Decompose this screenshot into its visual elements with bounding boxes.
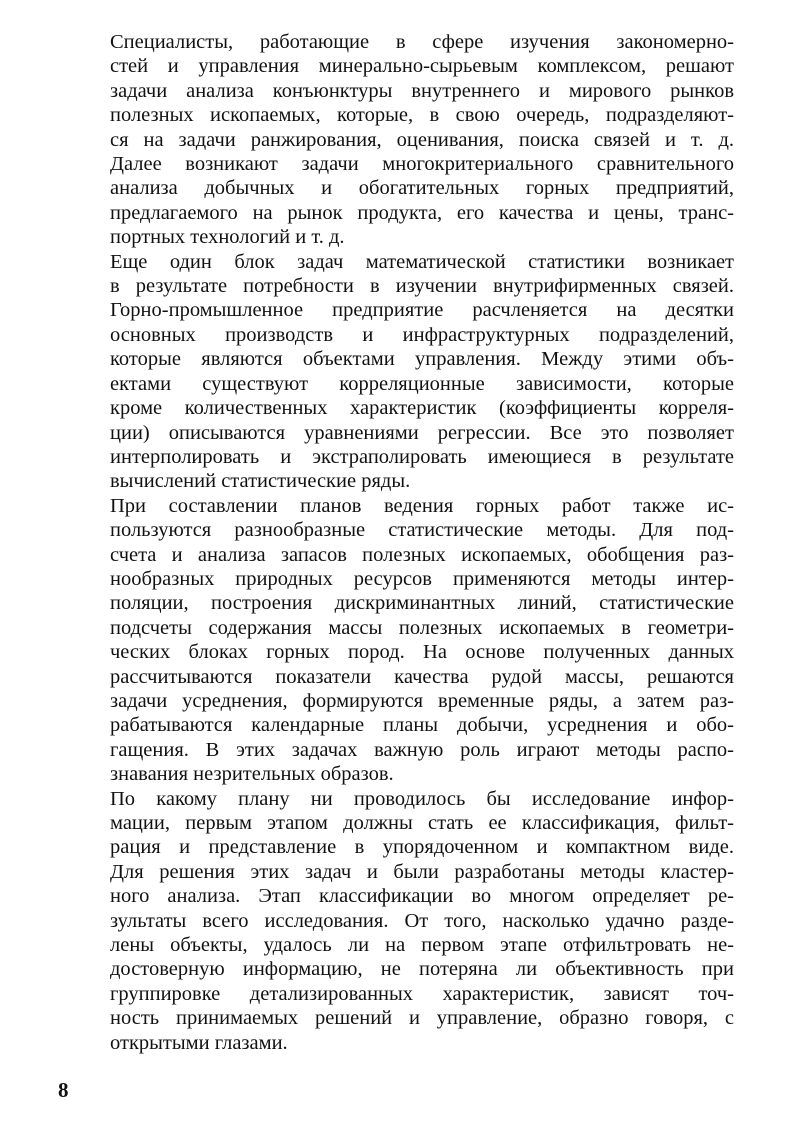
- text-line: ектами существуют корреляционные зависимости, которые: [110, 372, 734, 395]
- text-line: ческих блоках горных пород. На основе полученных данных: [110, 641, 734, 664]
- text-line: интерполировать и экстраполировать имеющиеся в результате: [110, 445, 734, 468]
- text-line: кроме количественных характеристик (коэффициенты корреля-: [110, 397, 734, 420]
- text-line: открытыми глазами.: [110, 1031, 288, 1054]
- text-line: подсчеты содержания массы полезных ископаемых в геометри-: [110, 616, 734, 639]
- paragraph-4: [64, 787, 734, 1055]
- text-line: Еще один блок задач математической статистики возникает: [110, 250, 734, 273]
- text-line: в результате потребности в изучении внутрифирменных связей.: [110, 275, 734, 298]
- text-line: вычислений статистические ряды.: [110, 470, 411, 493]
- text-line: Специалисты, работающие в сфере изучения закономерно-: [110, 31, 734, 53]
- text-line: пользуются разнообразные статистические методы. Для под-: [110, 519, 734, 542]
- page-number: 8: [58, 1078, 69, 1102]
- text-line: знавания незрительных образов.: [110, 763, 394, 786]
- text-line: ность принимаемых решений и управление, образно говоря, с: [110, 1007, 734, 1030]
- text-line: портных технологий и т. д.: [110, 226, 345, 249]
- text-line: ся на задачи ранжирования, оценивания, поиска связей и т. д.: [110, 128, 734, 151]
- text-line: Далее возникают задачи многокритериального сравнительного: [110, 153, 734, 176]
- text-line: рация и представление в упорядоченном и компактном виде.: [110, 836, 734, 859]
- text-line: достоверную информацию, не потеряна ли объективность при: [110, 958, 734, 981]
- text-line: Горно-промышленное предприятие расчленяется на десятки: [110, 299, 734, 322]
- text-line: лены объекты, удалось ли на первом этапе отфильтровать не-: [110, 934, 734, 957]
- text-line: которые являются объектами управления. Между этими объ-: [110, 348, 734, 371]
- text-line: задачи усреднения, формируются временные ряды, а затем раз-: [110, 689, 734, 712]
- text-line: группировке детализированных характеристик, зависят точ-: [110, 982, 734, 1005]
- text-line: нообразных природных ресурсов применяются методы интер-: [110, 567, 734, 590]
- text-line: При составлении планов ведения горных работ также ис-: [110, 494, 734, 517]
- text-line: рассчитываются показатели качества рудой массы, решаются: [110, 665, 734, 688]
- text-line: задачи анализа конъюнктуры внутреннего и мирового рынков: [110, 79, 734, 102]
- text-line: предлагаемого на рынок продукта, его качества и цены, транс-: [110, 201, 734, 224]
- text-line: По какому плану ни проводилось бы исследование инфор-: [110, 787, 734, 810]
- text-line: стей и управления минерально-сырьевым комплексом, решают: [110, 55, 734, 78]
- paragraph-1: [64, 30, 734, 250]
- text-line: рабатываются календарные планы добычи, усреднения и обо-: [110, 714, 734, 737]
- text-line: зультаты всего исследования. От того, насколько удачно разде-: [110, 909, 734, 932]
- text-line: счета и анализа запасов полезных ископаемых, обобщения раз-: [110, 543, 734, 566]
- paragraph-2: [64, 250, 734, 494]
- text-line: анализа добычных и обогатительных горных предприятий,: [110, 177, 734, 200]
- text-line: основных производств и инфраструктурных подразделений,: [110, 323, 734, 346]
- paragraph-3: [64, 494, 734, 787]
- body-text: [64, 30, 734, 1055]
- text-line: ции) описываются уравнениями регрессии. Все это позволяет: [110, 421, 734, 444]
- text-line: гащения. В этих задачах важную роль играют методы распо-: [110, 738, 734, 761]
- text-line: Для решения этих задач и были разработаны методы кластер-: [110, 860, 734, 883]
- text-line: мации, первым этапом должны стать ее классификация, фильт-: [110, 812, 734, 834]
- text-line: поляции, построения дискриминантных линий, статистические: [110, 592, 734, 615]
- text-line: полезных ископаемых, которые, в свою очередь, подразделяют-: [110, 104, 734, 127]
- text-line: ного анализа. Этап классификации во многом определяет ре-: [110, 885, 734, 908]
